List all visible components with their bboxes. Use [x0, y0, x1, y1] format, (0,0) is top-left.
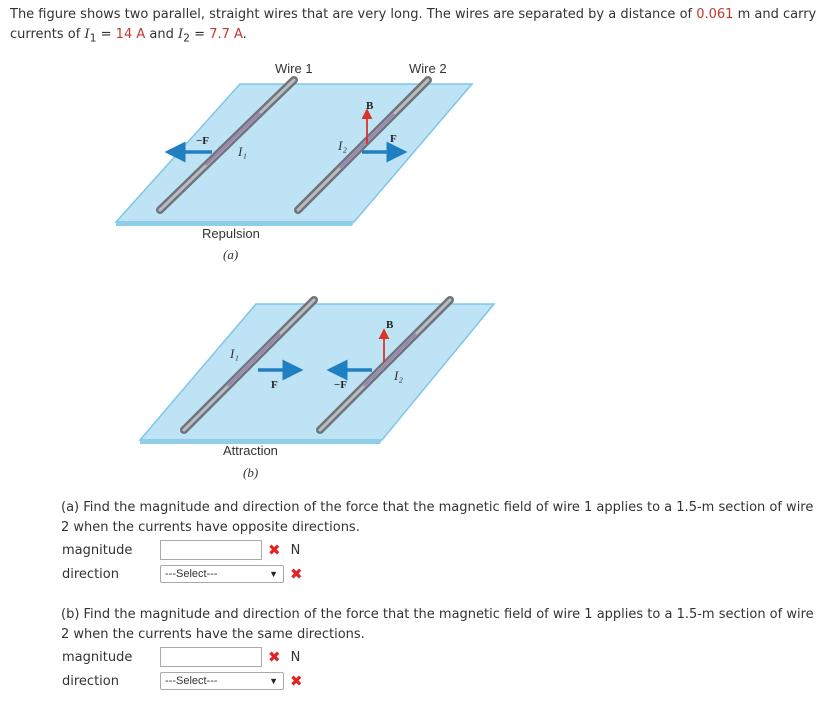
force-label-b-right: F⃗ [271, 379, 287, 391]
chevron-down-icon: ▼ [269, 569, 278, 579]
unit-label: N [290, 542, 301, 558]
part-a-direction-select[interactable] [160, 565, 284, 583]
part-a-magnitude-row [62, 539, 300, 561]
current-label-b-1: I₁ [230, 346, 239, 361]
part-b-magnitude-input[interactable] [160, 647, 262, 667]
field-label-a: B⃗ [366, 100, 382, 112]
question-b: (b) Find the magnitude and direction of the force that the magnetic field of wire 1 applies to a 1.5-m section of wire 2 when the currents have the same directions. [61, 607, 814, 642]
select-value: ---Select--- [165, 568, 218, 580]
part-b-direction-row [62, 670, 303, 692]
part-a-direction-row [62, 563, 303, 585]
incorrect-icon: ✖ [290, 671, 303, 690]
repulsion-label: Repulsion [202, 226, 260, 241]
caption-a: (a) [223, 247, 239, 262]
force-label-b-left: −F⃗ [334, 379, 356, 391]
caption-b: (b) [243, 465, 259, 480]
incorrect-icon: ✖ [268, 540, 281, 559]
problem-statement: The figure shows two parallel, straight wires that are very long. The wires are separated by a distance of 0.061 m and carry currents of $I_1 = 14$ A and $I_2 = 7.7$ A. [10, 7, 817, 45]
direction-label: direction [62, 673, 119, 689]
distance-value: 0.061 [696, 7, 734, 22]
question-a: (a) Find the magnitude and direction of the force that the magnetic field of wire 1 applies to a 1.5-m section of wire 2 when the currents have opposite directions. [61, 500, 814, 535]
unit-label: N [290, 649, 301, 665]
incorrect-icon: ✖ [268, 647, 281, 666]
part-b-direction-select[interactable] [160, 672, 284, 690]
magnitude-label: magnitude [62, 649, 133, 665]
current-2-value: 7.7 A [209, 27, 243, 42]
field-label-b: B⃗ [386, 319, 402, 331]
current-1-value: 14 A [115, 27, 146, 42]
current-label-a-1: I₁ [238, 144, 247, 159]
part-b-magnitude-row [62, 646, 300, 668]
magnitude-label: magnitude [62, 542, 133, 558]
wire-2-title: Wire 2 [409, 61, 447, 76]
wire-1-title: Wire 1 [275, 61, 313, 76]
chevron-down-icon: ▼ [269, 676, 278, 686]
incorrect-icon: ✖ [290, 564, 303, 583]
parallel-wires-figure [110, 56, 510, 488]
figure-svg [110, 56, 510, 488]
attraction-label: Attraction [223, 443, 278, 458]
force-label-a-right: F⃗ [390, 133, 406, 145]
select-value: ---Select--- [165, 675, 218, 687]
current-label-b-2: I₂ [394, 368, 403, 383]
force-label-a-left: −F⃗ [196, 135, 218, 147]
direction-label: direction [62, 566, 119, 582]
part-a-magnitude-input[interactable] [160, 540, 262, 560]
current-label-a-2: I₂ [338, 138, 347, 153]
